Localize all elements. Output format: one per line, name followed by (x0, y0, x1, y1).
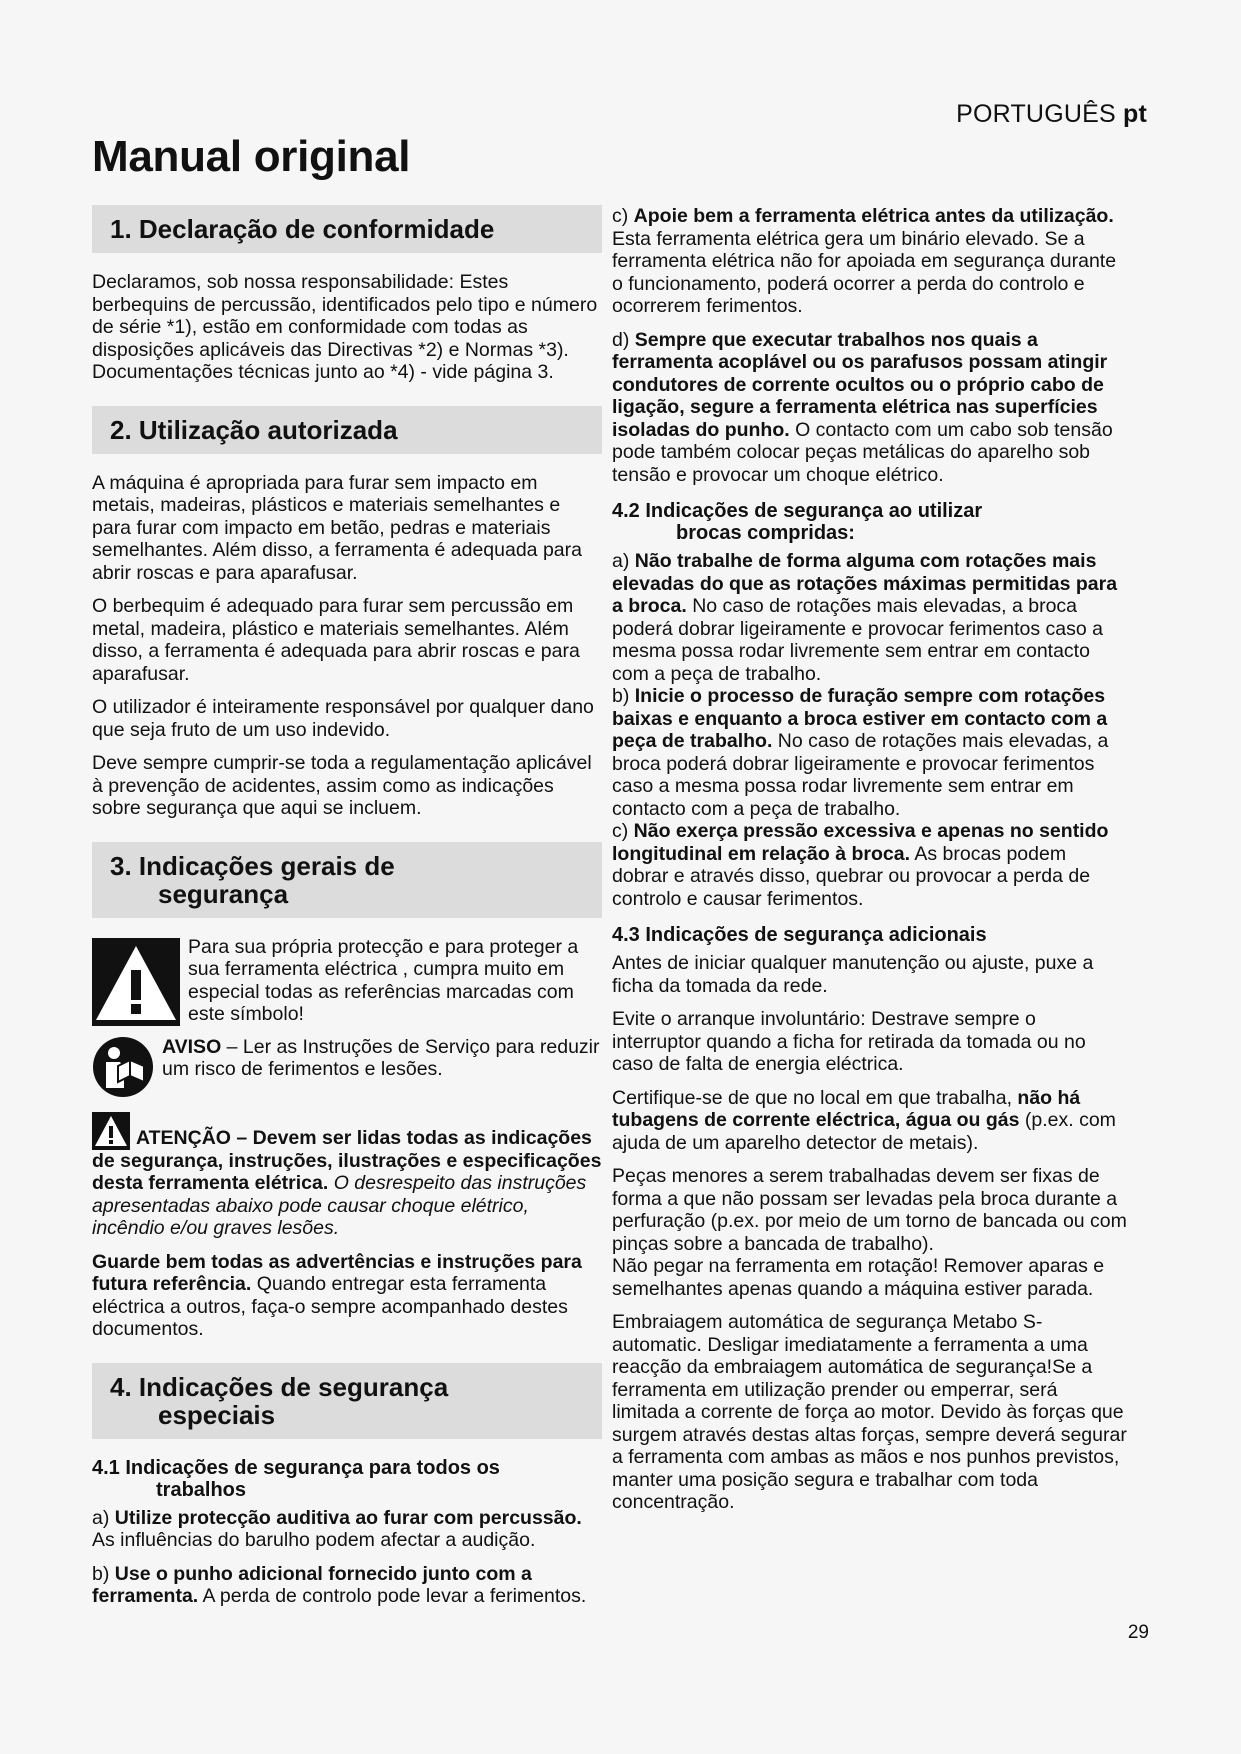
page-number: 29 (1127, 1622, 1149, 1643)
s2-paragraph-2: O berbequim é adequado para furar sem percussão em metal, madeira, plástico e materiais semelhantes. Além disso, a ferramenta é adequada para abrir roscas e para aparafusar. (92, 595, 580, 685)
s42-item-a: a) Não trabalhe de forma alguma com rotações mais elevadas do que as rotações máximas permitidas para a broca. No caso de rotações mais elevadas, a broca poderá dobrar ligeiramente e provocar ferimentos caso a mesma possa rodar livremente sem entrar em contacto com a peça de trabalho. (612, 550, 1118, 685)
s43-paragraph-1: Antes de iniciar qualquer manutenção ou ajuste, puxe a ficha da tomada da rede. (612, 952, 1094, 997)
aviso-block (92, 1036, 602, 1098)
section-4-heading: 4. Indicações de segurança especiais (92, 1363, 602, 1439)
language-name: PORTUGUÊS (956, 100, 1116, 128)
s43-paragraph-4: Peças menores a serem trabalhadas devem ser fixas de forma a que não possam ser levadas pela broca durante a perfuração (p.ex. por meio de um torno de bancada ou com pinças sobre a bancada de trabalho). (612, 1165, 1127, 1255)
s2-paragraph-3: O utilizador é inteiramente responsável por qualquer dano que seja fruto de um uso indevido. (92, 696, 594, 741)
warning-triangle-icon (92, 938, 180, 1026)
s2-paragraph-4: Deve sempre cumprir-se toda a regulamentação aplicável à prevenção de acidentes, assim como as indicações sobre segurança que aqui se incluem. (92, 752, 592, 819)
section-1-heading: 1. Declaração de conformidade (92, 205, 602, 253)
section-3-heading: 3. Indicações gerais de segurança (92, 842, 602, 918)
s2-paragraph-1: A máquina é apropriada para furar sem impacto em metais, madeiras, plásticos e materiais semelhantes e para furar com impacto em betão, pedras e materiais semelhantes. Além disso, a ferramenta é adequada para abrir roscas e para aparafusar. (92, 471, 582, 584)
s43-paragraph-3: Certifique-se de que no local em que trabalha, não há tubagens de corrente eléctrica, água ou gás (p.ex. com ajuda de um aparelho detector de metais). (612, 1086, 1116, 1154)
s43-paragraph-2: Evite o arranque involuntário: Destrave sempre o interruptor quando a ficha for retirada da tomada ou no caso de falta de energia eléctrica. (612, 1008, 1086, 1075)
page-title: Manual original (92, 132, 411, 181)
section-2-heading: 2. Utilização autorizada (92, 406, 602, 454)
s41-item-d: d) Sempre que executar trabalhos nos quais a ferramenta acoplável ou os parafusos possam atingir condutores de corrente ocultos ou o próprio cabo de ligação, segure a ferramenta elétrica nas superfícies isoladas do punho. O contacto com um cabo sob tensão pode também colocar peças metálicas do aparelho sob tensão e provocar um choque elétrico. (612, 328, 1113, 486)
s1-paragraph: Declaramos, sob nossa responsabilidade: Estes berbequins de percussão, identificados pelo tipo e número de série *1), estão em conformidade com todas as disposições aplicáveis das Directivas *2) e Normas *3). Documentações técnicas junto ao *4) - vide página 3. (92, 271, 598, 383)
left-column (92, 205, 602, 1619)
language-header (956, 100, 1147, 129)
read-manual-icon (92, 1036, 154, 1098)
s43-paragraph-5: Não pegar na ferramenta em rotação! Remover aparas e semelhantes apenas quando a máquina estiver parada. (612, 1255, 1105, 1300)
atencao-paragraph: ATENÇÃO – Devem ser lidas todas as indicações de segurança, instruções, ilustrações e especificações desta ferramenta elétrica. O desrespeito das instruções apresentadas abaixo pode causar choque elétrico, incêndio e/ou graves lesões. (92, 1112, 602, 1240)
warning-text: Para sua própria protecção e para proteger a sua ferramenta eléctrica , cumpra muito em especial todas as referências marcadas com este símbolo! (188, 935, 579, 1025)
right-column (612, 205, 1127, 1525)
s41-item-a: a) Utilize protecção auditiva ao furar com percussão. As influências do barulho podem afectar a audição. (92, 1506, 582, 1551)
s41-item-b: b) Use o punho adicional fornecido junto com a ferramenta. A perda de controlo pode levar a ferimentos. (92, 1562, 587, 1607)
warning-symbol-block (92, 936, 602, 1026)
s43-paragraph-6: Embraiagem automática de segurança Metabo S-automatic. Desligar imediatamente a ferramenta a uma reacção da embraiagem automática de segurança!Se a ferramenta em utilização prender ou emperrar, será limitada a corrente de força ao motor. Devido às forças que surgem através destas altas forças, sempre deverá segurar a ferramenta com ambas as mãos e nos punhos previstos, manter uma posição segura e trabalhar com toda concentração. (612, 1311, 1127, 1513)
guarde-paragraph: Guarde bem todas as advertências e instruções para futura referência. Quando entregar esta ferramenta eléctrica a outros, faça-o sempre acompanhado destes documentos. (92, 1250, 582, 1340)
language-code: pt (1123, 100, 1147, 128)
subsection-4-1-heading: 4.1 Indicações de segurança para todos os trabalhos (92, 1456, 500, 1501)
caution-triangle-icon (92, 1112, 130, 1150)
aviso-text: AVISO – Ler as Instruções de Serviço para reduzir um risco de ferimentos e lesões. (162, 1035, 600, 1080)
subsection-4-2-heading: 4.2 Indicações de segurança ao utilizar brocas compridas: (612, 500, 983, 544)
s42-item-c: c) Não exerça pressão excessiva e apenas no sentido longitudinal em relação à broca. As brocas podem dobrar e através disso, quebrar ou provocar a perda de controlo e causar ferimentos. (612, 820, 1109, 910)
subsection-4-3-heading: 4.3 Indicações de segurança adicionais (612, 924, 987, 946)
s42-item-b: b) Inicie o processo de furação sempre com rotações baixas e enquanto a broca estiver em contacto com a peça de trabalho. No caso de rotações mais elevadas, a broca poderá dobrar ligeiramente e provocar ferimentos caso a mesma possa rodar livremente sem entrar em contacto com a peça de trabalho. (612, 685, 1109, 820)
s41-item-c: c) Apoie bem a ferramenta elétrica antes da utilização. Esta ferramenta elétrica gera um binário elevado. Se a ferramenta elétrica não for apoiada em segurança durante o funcionamento, poderá ocorrer a perda do controlo e ocorrerem ferimentos. (612, 205, 1117, 317)
